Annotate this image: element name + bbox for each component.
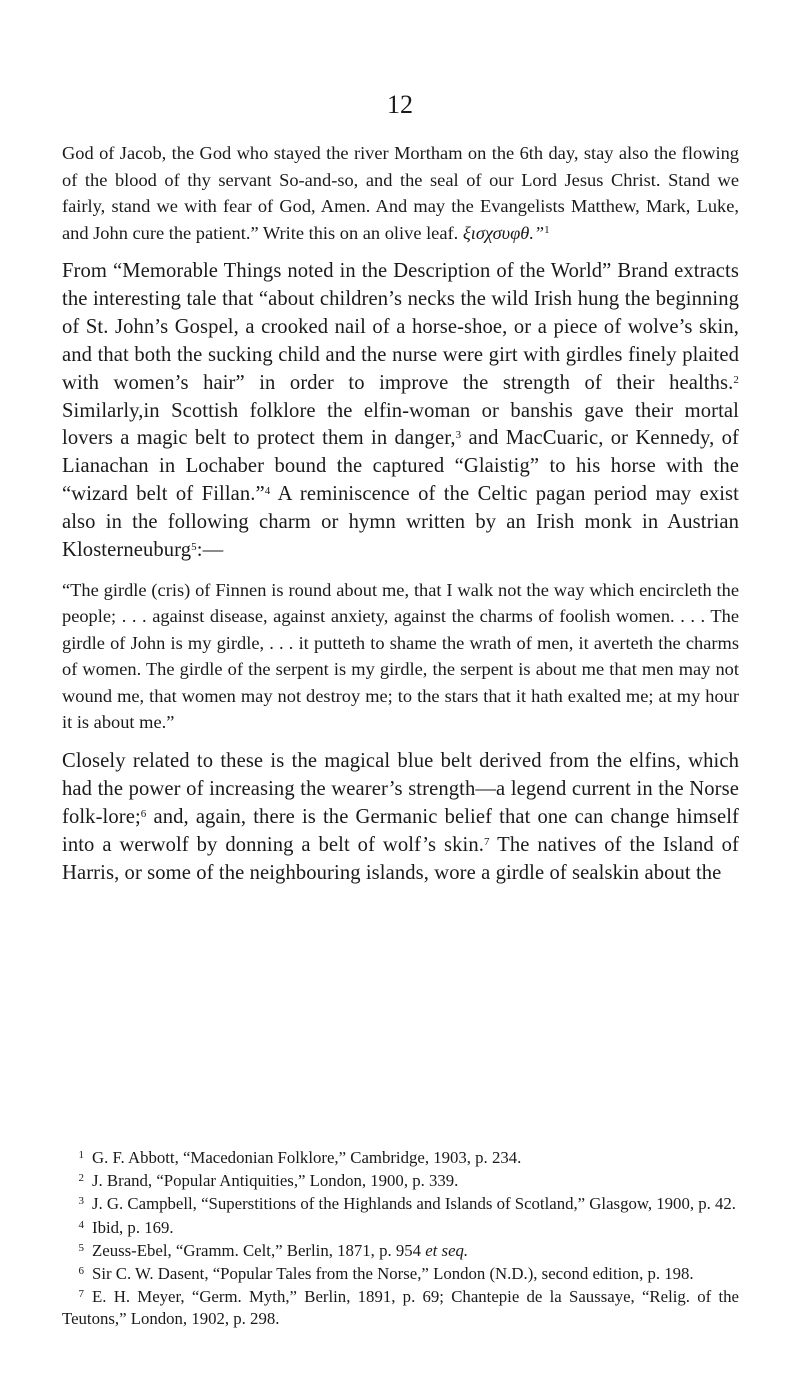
footnote-text: G. F. Abbott, “Macedonian Folklore,” Cambridge, 1903, p. 234. — [92, 1147, 522, 1167]
footnote-mark: 5 — [78, 1241, 84, 1254]
footnote-mark: 2 — [78, 1172, 84, 1185]
footnote-3 — [62, 1191, 739, 1214]
paragraph-irish-girdles — [62, 258, 739, 565]
footnote-ref-5[interactable]: 5 — [191, 541, 197, 554]
irish-girdles-text-e: :— — [196, 539, 224, 562]
footnote-text: J. G. Campbell, “Superstitions of the Highlands and Islands of Scotland,” Glasgow, 1900, p. 42. — [92, 1194, 736, 1214]
irish-girdles-text-b: Similarly,in Scottish folklore the elfin-woman or banshis gave their mortal lovers a magic belt to protect them in danger, — [62, 399, 739, 450]
footnote-mark: 7 — [78, 1288, 84, 1301]
footnote-ref-1[interactable]: 1 — [544, 223, 550, 236]
footnote-2 — [62, 1168, 739, 1191]
footnote-4 — [62, 1215, 739, 1238]
blue-belt-text-a: Closely related to these is the magical blue belt derived from the elfins, which had the power of increasing the wearer’s strength—a legend current in the Norse folk-lore; — [62, 749, 739, 828]
footnote-ref-2[interactable]: 2 — [733, 373, 739, 386]
footnote-text: E. H. Meyer, “Germ. Myth,” Berlin, 1891, p. 69; Chantepie de la Saussaye, “Relig. of the Teutons,” London, 1902, p. 298. — [62, 1287, 739, 1328]
page-number: 12 — [387, 90, 413, 119]
footnote-text: Ibid, p. 169. — [92, 1217, 174, 1237]
paragraph-blue-belt — [62, 748, 739, 888]
footnote-text-italic: et seq. — [425, 1240, 469, 1260]
footnote-mark: 1 — [78, 1149, 84, 1161]
footnote-6 — [62, 1261, 739, 1284]
footnote-mark: 4 — [78, 1218, 84, 1231]
paragraph-finnen-hymn: “The girdle (cris) of Finnen is round about me, that I walk not the way which encircleth the people; . . . against disease, against anxiety, against the charms of foolish women. . . . The girdle of John is my girdle, . . . it putteth to shame the wrath of men, it averteth the charms of women. The girdle of the serpent is my girdle, the serpent is about me that men may not wound me, that women may not destroy me; to the stars that it hath exalted me; at my hour it is about me.” — [62, 579, 739, 733]
irish-girdles-text-c: and MacCuaric, or Kennedy, of Lianachan in Lochaber bound the captured “Glaistig” to his horse with the “wizard belt of Fillan.” — [62, 427, 739, 506]
footnote-mark: 3 — [78, 1195, 84, 1208]
footnote-mark: 6 — [78, 1265, 84, 1278]
blue-belt-text-b: and, again, there is the Germanic belief that one can change himself into a werwolf by donning a belt of wolf’s skin. — [62, 805, 739, 856]
footnote-ref-4[interactable]: 4 — [264, 485, 271, 498]
irish-girdles-text-d: A reminiscence of the Celtic pagan period may exist also in the following charm or hymn written by an Irish monk in Austrian Klosterneuburg — [62, 483, 739, 562]
irish-girdles-text-a: From “Memorable Things noted in the Description of the World” Brand extracts the interesting tale that “about children’s necks the wild Irish hung the beginning of St. John’s Gospel, a crooked nail of a horse-shoe, or a piece of wolve’s skin, and that both the sucking child and the nurse were girt with girdles finely plaited with women’s hair” in order to improve the strength of their healths. — [62, 260, 739, 394]
paragraph-charm-continuation — [62, 140, 739, 246]
footnote-ref-7[interactable]: 7 — [484, 835, 490, 848]
footnotes — [62, 1145, 739, 1329]
footnote-ref-3[interactable]: 3 — [455, 429, 462, 442]
footnote-text: J. Brand, “Popular Antiquities,” London, 1900, p. 339. — [92, 1171, 459, 1191]
footnote-text: Zeuss-Ebel, “Gramm. Celt,” Berlin, 1871, p. 954 — [92, 1240, 426, 1260]
body-text — [62, 140, 739, 888]
footnote-text: Sir C. W. Dasent, “Popular Tales from the Norse,” London (N.D.), second edition, p. 198. — [92, 1264, 694, 1284]
footnote-7 — [62, 1284, 739, 1329]
footnote-ref-6[interactable]: 6 — [140, 807, 147, 820]
footnote-1 — [62, 1145, 739, 1168]
blue-belt-text-c: The natives of the Island of Harris, or some of the neighbouring islands, wore a girdle of sealskin about the — [62, 833, 739, 884]
greek-word: ξισχσυφθ.” — [462, 222, 545, 243]
footnote-5 — [62, 1238, 739, 1261]
charm-text: God of Jacob, the God who stayed the river Mortham on the 6th day, stay also the flowing of the blood of thy servant So-and-so, and the seal of our Lord Jesus Christ. Stand we fairly, stand we with fear of God, Amen. And may the Evangelists Matthew, Mark, Luke, and John cure the patient.” Write this on an olive leaf. — [62, 143, 739, 243]
